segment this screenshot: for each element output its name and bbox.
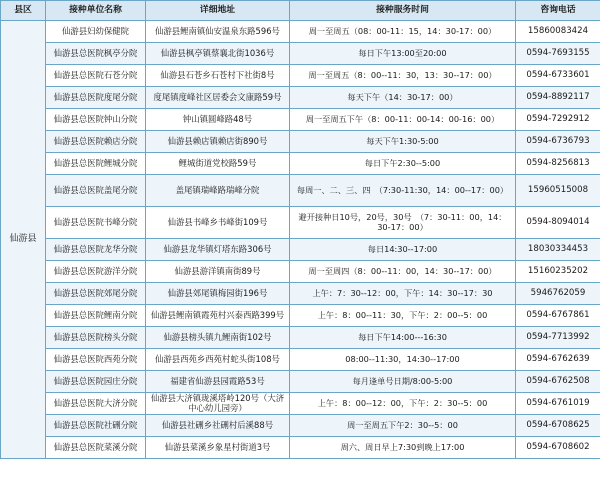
address-cell: 仙游县郊尾镇梅园街196号 xyxy=(146,283,290,305)
service-time-cell: 周一至周五下午（8：00-11：00-14：00-16：00） xyxy=(290,109,516,131)
service-time-cell: 每天下午（14：30-17：00） xyxy=(290,87,516,109)
unit-name-cell: 仙游县总医院园庄分院 xyxy=(46,371,146,393)
unit-name-cell: 仙游县总医院游洋分院 xyxy=(46,261,146,283)
service-time-cell: 每日下午13:00至20:00 xyxy=(290,43,516,65)
unit-name-cell: 仙游县总医院龙华分院 xyxy=(46,239,146,261)
phone-cell: 0594-6733601 xyxy=(516,65,600,87)
service-time-cell: 08:00--11:30，14:30--17:00 xyxy=(290,349,516,371)
phone-cell: 0594-8094014 xyxy=(516,207,600,239)
phone-cell: 15160235202 xyxy=(516,261,600,283)
service-time-cell: 每天下午1:30-5:00 xyxy=(290,131,516,153)
address-cell: 仙游县赖店镇赖店街890号 xyxy=(146,131,290,153)
header-service-time: 接种服务时间 xyxy=(290,1,516,21)
table-row xyxy=(1,415,600,437)
service-time-cell: 周一至周五下午2：30--5：00 xyxy=(290,415,516,437)
phone-cell: 0594-6767861 xyxy=(516,305,600,327)
unit-name-cell: 仙游县总医院书峰分院 xyxy=(46,207,146,239)
table-row xyxy=(1,437,600,459)
address-cell: 仙游县榜头镇九鲤南街102号 xyxy=(146,327,290,349)
table-row xyxy=(1,175,600,207)
unit-name-cell: 仙游县总医院大济分院 xyxy=(46,393,146,415)
phone-cell: 0594-6708602 xyxy=(516,437,600,459)
unit-name-cell: 仙游县总医院西苑分院 xyxy=(46,349,146,371)
county-cell: 仙游县 xyxy=(1,21,46,459)
header-county: 县区 xyxy=(1,1,46,21)
phone-cell: 18030334453 xyxy=(516,239,600,261)
unit-name-cell: 仙游县总医院鲤城分院 xyxy=(46,153,146,175)
phone-cell: 0594-6762508 xyxy=(516,371,600,393)
table-row xyxy=(1,327,600,349)
address-cell: 仙游县菜溪乡象星村街道3号 xyxy=(146,437,290,459)
table-row xyxy=(1,371,600,393)
address-cell: 仙游县大济镇珑溪塔岭120号（大济中心幼儿园旁） xyxy=(146,393,290,415)
service-time-cell: 上午：8：00--12：00，下午：2：30--5：00 xyxy=(290,393,516,415)
unit-name-cell: 仙游县妇幼保健院 xyxy=(46,21,146,43)
table-row xyxy=(1,21,600,43)
service-time-cell: 周一至周四（8：00--11：00，14：30--17：00） xyxy=(290,261,516,283)
address-cell: 仙游县石苍乡石苍村下社街8号 xyxy=(146,65,290,87)
table-row xyxy=(1,393,600,415)
table-row xyxy=(1,65,600,87)
service-time-cell: 每日下午14:00---16:30 xyxy=(290,327,516,349)
unit-name-cell: 仙游县总医院度尾分院 xyxy=(46,87,146,109)
address-cell: 度尾镇度峰社区居委会文康路59号 xyxy=(146,87,290,109)
header-address: 详细地址 xyxy=(146,1,290,21)
table-row xyxy=(1,305,600,327)
address-cell: 钟山镇圆峰路48号 xyxy=(146,109,290,131)
service-time-cell: 每日14:30--17:00 xyxy=(290,239,516,261)
address-cell: 仙游县枫亭镇蔡襄北街1036号 xyxy=(146,43,290,65)
phone-cell: 0594-8256813 xyxy=(516,153,600,175)
phone-cell: 0594-7292912 xyxy=(516,109,600,131)
address-cell: 仙游县游洋镇南街89号 xyxy=(146,261,290,283)
address-cell: 仙游县鲤南镇霞苑村兴泰西路399号 xyxy=(146,305,290,327)
address-cell: 盖尾镇瑞峰路瑞峰分院 xyxy=(146,175,290,207)
table-row xyxy=(1,239,600,261)
service-time-cell: 每周一、二、三、四 （7:30-11:30，14：00--17：00） xyxy=(290,175,516,207)
phone-cell: 5946762059 xyxy=(516,283,600,305)
table-body xyxy=(1,21,600,459)
phone-cell: 0594-7693155 xyxy=(516,43,600,65)
phone-cell: 0594-6708625 xyxy=(516,415,600,437)
unit-name-cell: 仙游县总医院菜溪分院 xyxy=(46,437,146,459)
table-row xyxy=(1,283,600,305)
phone-cell: 0594-8892117 xyxy=(516,87,600,109)
table-row xyxy=(1,349,600,371)
table-row xyxy=(1,43,600,65)
unit-name-cell: 仙游县总医院枫亭分院 xyxy=(46,43,146,65)
service-time-cell: 上午：8：00--11：30，下午：2：00--5：00 xyxy=(290,305,516,327)
unit-name-cell: 仙游县总医院石苍分院 xyxy=(46,65,146,87)
address-cell: 鲤城街道党校路59号 xyxy=(146,153,290,175)
service-time-cell: 周一至周五（8：00--11：30，13：30--17：00） xyxy=(290,65,516,87)
unit-name-cell: 仙游县总医院榜头分院 xyxy=(46,327,146,349)
address-cell: 仙游县书峰乡书峰街109号 xyxy=(146,207,290,239)
table-row xyxy=(1,153,600,175)
table-row xyxy=(1,131,600,153)
service-time-cell: 周六、周日早上7:30到晚上17:00 xyxy=(290,437,516,459)
header-unit-name: 接种单位名称 xyxy=(46,1,146,21)
address-cell: 仙游县鲤南镇仙安温泉东路596号 xyxy=(146,21,290,43)
unit-name-cell: 仙游县总医院社硎分院 xyxy=(46,415,146,437)
phone-cell: 15860083424 xyxy=(516,21,600,43)
table-row xyxy=(1,207,600,239)
table-row xyxy=(1,261,600,283)
phone-cell: 0594-6736793 xyxy=(516,131,600,153)
table-row xyxy=(1,87,600,109)
service-time-cell: 周一至周五（08：00-11：15，14：30-17：00） xyxy=(290,21,516,43)
address-cell: 福建省仙游县园霞路53号 xyxy=(146,371,290,393)
service-time-cell: 避开接种日10号，20号，30号 （7：30-11：00，14：30-17：00） xyxy=(290,207,516,239)
address-cell: 仙游县西苑乡西苑村蛇头街108号 xyxy=(146,349,290,371)
unit-name-cell: 仙游县总医院钟山分院 xyxy=(46,109,146,131)
address-cell: 仙游县社硎乡社硎村后溪88号 xyxy=(146,415,290,437)
unit-name-cell: 仙游县总医院鲤南分院 xyxy=(46,305,146,327)
address-cell: 仙游县龙华镇灯塔东路306号 xyxy=(146,239,290,261)
service-time-cell: 上午：7：30--12：00，下午：14：30--17：30 xyxy=(290,283,516,305)
unit-name-cell: 仙游县总医院盖尾分院 xyxy=(46,175,146,207)
phone-cell: 0594-6761019 xyxy=(516,393,600,415)
phone-cell: 0594-6762639 xyxy=(516,349,600,371)
header-phone: 咨询电话 xyxy=(516,1,600,21)
phone-cell: 15960515008 xyxy=(516,175,600,207)
service-time-cell: 每月逢单号日期/8:00-5:00 xyxy=(290,371,516,393)
unit-name-cell: 仙游县总医院郊尾分院 xyxy=(46,283,146,305)
unit-name-cell: 仙游县总医院赖店分院 xyxy=(46,131,146,153)
phone-cell: 0594-7713992 xyxy=(516,327,600,349)
table-row xyxy=(1,109,600,131)
header-row xyxy=(1,1,600,21)
service-time-cell: 每日下午2:30--5:00 xyxy=(290,153,516,175)
